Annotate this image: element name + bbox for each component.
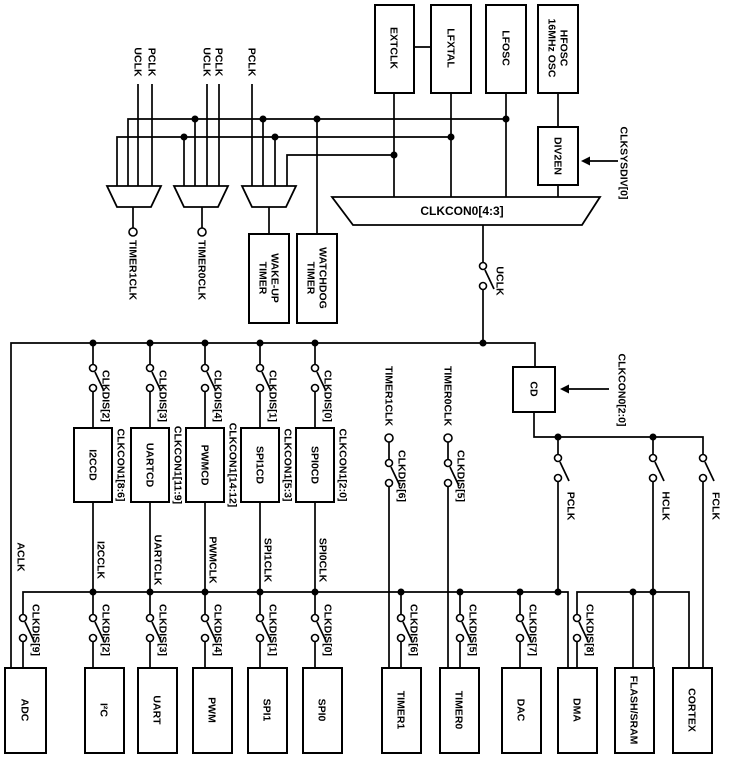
mux2-uclk-label: UCLK [200, 47, 213, 77]
pclk-label: PCLK [564, 491, 577, 521]
junction-dot [202, 340, 209, 347]
switch-terminal [202, 385, 209, 392]
timer1clk-source-terminal [385, 434, 393, 442]
peripheral-blocks [5, 668, 712, 753]
clkdis6-upper-label: CLKDIS[6] [395, 450, 408, 502]
junction-dot [181, 134, 188, 141]
switch-terminal [147, 635, 154, 642]
switch-terminal [457, 615, 464, 622]
arrow-left-icon [560, 385, 569, 394]
clkdis9-label: CLKDIS[9] [29, 604, 42, 656]
clkdis5-upper-label: CLKDIS[5] [454, 450, 467, 502]
mux1-uclk-label: UCLK [131, 47, 144, 77]
uartclk-label: UARTCLK [151, 534, 164, 586]
switch-terminal [202, 365, 209, 372]
switch-terminal [312, 385, 319, 392]
clkdis5-lower-label: CLKDIS[5] [466, 604, 479, 656]
clkdis1-label: CLKDIS[1] [266, 370, 279, 422]
pwm-label: PWM [205, 697, 218, 723]
switch-terminal [574, 635, 581, 642]
clkdis2-lower-label: CLKDIS[2] [99, 604, 112, 656]
clkdis1-lower-label: CLKDIS[1] [266, 604, 279, 656]
uart-label: UART [150, 695, 163, 725]
wakeup-mux [242, 186, 296, 207]
switch-terminal [555, 475, 562, 482]
clkdis3-label: CLKDIS[3] [156, 370, 169, 422]
pclk-switch [555, 455, 570, 482]
clkcon1-i2c-label: CLKCON1[8:6] [114, 428, 127, 502]
junction-dot [555, 434, 562, 441]
switch-terminal [90, 615, 97, 622]
mux3-pclk-label: PCLK [245, 47, 258, 77]
junction-dot [202, 589, 209, 596]
pwmcd-label: PWMCD [198, 444, 211, 486]
blocks [74, 5, 578, 505]
clkcon1-spi0-label: CLKCON1[2:0] [336, 428, 349, 502]
switch-terminal [312, 365, 319, 372]
wakeup-timer-label-line2: TIMER [256, 261, 269, 295]
hclk-switch [650, 455, 665, 482]
junction-dot [448, 134, 455, 141]
junction-dot [272, 134, 279, 141]
timer1clk-out-label: TIMER1CLK [126, 239, 139, 301]
clkdis4-label: CLKDIS[4] [211, 370, 224, 422]
clkcon1-spi1-label: CLKCON1[5:3] [281, 428, 294, 502]
clkcon0-mux-label: CLKCON0[4:3] [420, 204, 504, 218]
junction-dot [480, 340, 487, 347]
switch-terminal [445, 480, 452, 487]
spi1cd-label: SPI1CD [253, 446, 266, 484]
dma-label: DMA [570, 698, 583, 722]
switch-terminal [20, 615, 27, 622]
junction-dot [314, 116, 321, 123]
wiring [11, 47, 703, 668]
junction-dot [457, 589, 464, 596]
junction-dot [312, 589, 319, 596]
switch-terminal [312, 635, 319, 642]
lfxtal-label: LFXTAL [444, 28, 457, 68]
clksysdiv-label: CLKSYSDIV[0] [617, 126, 630, 200]
junction-dot [257, 340, 264, 347]
cd-label: CD [527, 381, 540, 397]
extclk-label: EXTCLK [387, 27, 400, 69]
uartcd-label: UARTCD [143, 442, 156, 488]
switch-terminal [202, 615, 209, 622]
timer1clk-mux [107, 186, 161, 207]
clkdis0-label: CLKDIS[0] [321, 370, 334, 422]
cortex-label: CORTEX [685, 688, 698, 732]
switch-terminal [90, 365, 97, 372]
switch-terminal [480, 263, 487, 270]
clkdis2-label: CLKDIS[2] [99, 370, 112, 422]
clkdis6-lower-label: CLKDIS[6] [407, 604, 420, 656]
switch-terminal [257, 635, 264, 642]
junction-dot [90, 340, 97, 347]
junction-dot [147, 340, 154, 347]
wakeup-timer-label-line1: WAKE-UP [268, 253, 281, 303]
switch-terminal [650, 475, 657, 482]
switch-terminal [20, 635, 27, 642]
switch-terminal [312, 615, 319, 622]
switch-terminal [700, 475, 707, 482]
wire-lfxtal-bus [117, 137, 451, 186]
switch-terminal [386, 460, 393, 467]
switch-terminal [445, 460, 452, 467]
timer0clk-source-label: TIMER0CLK [441, 365, 454, 427]
timer1clk-terminal [129, 228, 137, 236]
watchdog-timer-label-line2: TIMER [304, 261, 317, 295]
switch-terminal [480, 283, 487, 290]
switch-terminal [386, 480, 393, 487]
clkcon0-20-label: CLKCON0[2:0] [615, 353, 628, 427]
junction-dot [398, 589, 405, 596]
junction-dot [503, 116, 510, 123]
clkdis0-lower-label: CLKDIS[0] [321, 604, 334, 656]
aclk-label: ACLK [14, 542, 27, 572]
i2ccd-label: I2CCD [86, 449, 99, 481]
switch-terminal [147, 385, 154, 392]
mux2-pclk-label: PCLK [212, 47, 225, 77]
spi1clk-label: SPI1CLK [261, 537, 274, 583]
arrow-left-icon [581, 157, 590, 166]
mux1-pclk-label: PCLK [145, 47, 158, 77]
switch-terminal [257, 615, 264, 622]
clkdis3-lower-label: CLKDIS[3] [156, 604, 169, 656]
wire-extclk-bus [287, 155, 394, 186]
timer1-label: TIMER1 [394, 690, 407, 730]
switch-terminal [517, 615, 524, 622]
switch-terminal [147, 365, 154, 372]
uclk-switch-label: UCLK [493, 266, 506, 296]
watchdog-timer-label-line1: WATCHDOG [316, 247, 329, 309]
timer0clk-out-label: TIMER0CLK [195, 239, 208, 301]
clkdis8-label: CLKDIS[8] [583, 604, 596, 656]
clkdis7-label: CLKDIS[7] [526, 604, 539, 656]
i2c-label: I²C [97, 703, 110, 717]
i2cclk-label: I2CCLK [94, 541, 107, 579]
switch-terminal [517, 635, 524, 642]
switch-terminal [574, 615, 581, 622]
junction-dot [257, 589, 264, 596]
timer0clk-mux [174, 186, 228, 207]
switch-terminal [650, 455, 657, 462]
adc-label: ADC [18, 698, 31, 722]
spi1-label: SPI1 [260, 698, 273, 722]
hclk-label: HCLK [659, 491, 672, 521]
div2en-label: DIV2EN [551, 137, 564, 175]
switch-terminal [147, 615, 154, 622]
switch-terminal [90, 635, 97, 642]
junction-dot [260, 116, 267, 123]
clkcon1-uart-label: CLKCON1[11:9] [171, 425, 184, 505]
clkdis4-lower-label: CLKDIS[4] [211, 604, 224, 656]
timer0clk-terminal [198, 228, 206, 236]
junction-dot [517, 589, 524, 596]
fclk-switch [700, 455, 715, 482]
junction-dot [650, 589, 657, 596]
junction-dot [90, 589, 97, 596]
junction-dot [147, 589, 154, 596]
dac-label: DAC [514, 698, 527, 722]
hfosc-label-line2: 16MHz OSC [545, 18, 558, 78]
switch-terminal [90, 385, 97, 392]
timer0-label: TIMER0 [452, 690, 465, 730]
timer0clk-source-terminal [444, 434, 452, 442]
switch-terminal [555, 455, 562, 462]
spi0-label: SPI0 [315, 698, 328, 722]
switch-terminal [257, 385, 264, 392]
fclk-label: FCLK [709, 492, 722, 520]
switch-terminal [202, 635, 209, 642]
switch-terminal [398, 615, 405, 622]
junction-dot [312, 340, 319, 347]
spi0clk-label: SPI0CLK [316, 537, 329, 583]
pwmclk-label: PWMCLK [206, 536, 219, 584]
timer1clk-source-label: TIMER1CLK [382, 365, 395, 427]
switch-terminal [457, 635, 464, 642]
switch-terminal [257, 365, 264, 372]
switch-terminal [398, 635, 405, 642]
clkcon1-pwm-label: CLKCON1[14:12] [226, 422, 239, 508]
junction-dot [650, 434, 657, 441]
junction-dot [555, 589, 562, 596]
junction-dot [192, 116, 199, 123]
junction-dot [630, 589, 637, 596]
spi0cd-label: SPI0CD [308, 446, 321, 484]
flash-sram-label: FLASH/SRAM [627, 675, 640, 745]
lfosc-label: LFOSC [499, 30, 512, 66]
hfosc-label-line1: HFOSC [557, 29, 570, 67]
uclk-switch [480, 263, 495, 290]
switch-terminal [700, 455, 707, 462]
junction-dot [391, 152, 398, 159]
signal-labels [14, 47, 721, 656]
